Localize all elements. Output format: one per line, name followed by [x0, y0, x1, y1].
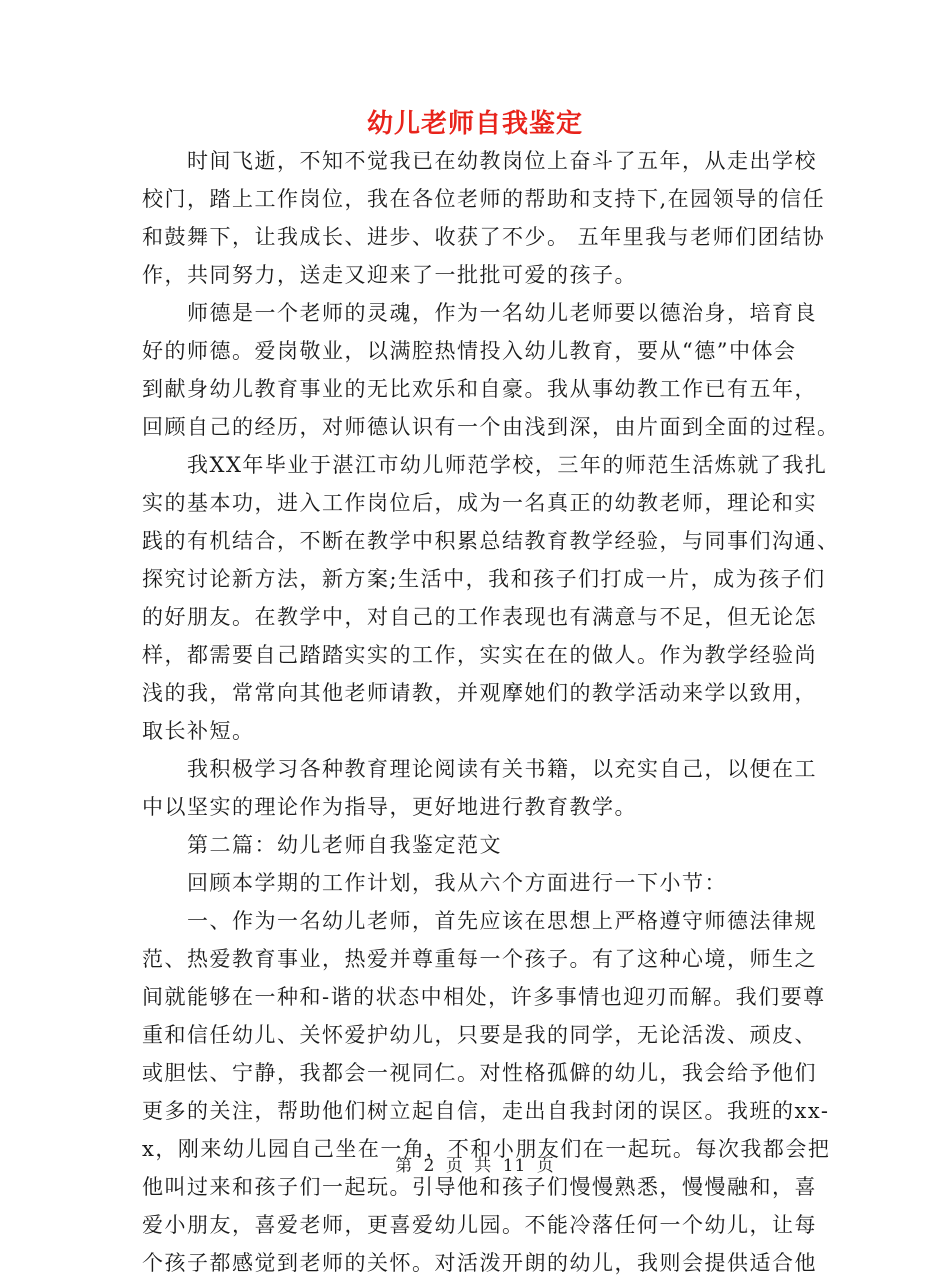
text-line: 浅的我，常常向其他老师请教，并观摩她们的教学活动来学以致用， — [142, 681, 817, 705]
text-line: 好的师德。爱岗敬业，以满腔热情投入幼儿教育，要从“德”中体会 — [142, 339, 797, 363]
text-line: 的好朋友。在教学中，对自己的工作表现也有满意与不足，但无论怎 — [142, 605, 817, 629]
text-line: 我积极学习各种教育理论阅读有关书籍，以充实自己，以便在工 — [187, 757, 817, 781]
text-line: x，刚来幼儿园自己坐在一角，不和小朋友们在一起玩。每次我都会把 — [142, 1137, 831, 1161]
text-line: 回顾自己的经历，对师德认识有一个由浅到深，由片面到全面的过程。 — [142, 415, 840, 439]
text-line: 校门，踏上工作岗位，我在各位老师的帮助和支持下,在园领导的信任 — [142, 187, 826, 211]
text-line: 间就能够在一种和-谐的状态中相处，许多事情也迎刃而解。我们要尊 — [142, 985, 826, 1009]
text-line: 实的基本功，进入工作岗位后，成为一名真正的幼教老师，理论和实 — [142, 491, 817, 515]
page-number-footer: 第 2 页 共 11 页 — [395, 1156, 555, 1176]
text-line: 样，都需要自己踏踏实实的工作，实实在在的做人。作为教学经验尚 — [142, 643, 817, 667]
text-line: 和鼓舞下，让我成长、进步、收获了不少。 五年里我与老师们团结协 — [142, 225, 826, 249]
text-line: 时间飞逝，不知不觉我已在幼教岗位上奋斗了五年，从走出学校 — [187, 149, 817, 173]
text-line: 师德是一个老师的灵魂，作为一名幼儿老师要以德治身，培育良 — [187, 301, 817, 325]
section-heading: 第二篇：幼儿老师自我鉴定范文 — [187, 833, 502, 857]
text-line: 一、作为一名幼儿老师，首先应该在思想上严格遵守师德法律规 — [187, 909, 817, 933]
text-line: 我XX年毕业于湛江市幼儿师范学校，三年的师范生活炼就了我扎 — [187, 453, 828, 477]
text-line: 重和信任幼儿、关怀爱护幼儿，只要是我的同学，无论活泼、顽皮、 — [142, 1023, 817, 1047]
text-line: 探究讨论新方法，新方案;生活中，我和孩子们打成一片，成为孩子们 — [142, 567, 826, 591]
text-line: 作，共同努力，送走又迎来了一批批可爱的孩子。 — [142, 263, 637, 287]
text-line: 爱小朋友，喜爱老师，更喜爱幼儿园。不能冷落任何一个幼儿，让每 — [142, 1213, 817, 1237]
text-line: 取长补短。 — [142, 719, 255, 743]
text-line: 个孩子都感觉到老师的关怀。对活泼开朗的幼儿，我则会提供适合他 — [142, 1251, 817, 1275]
text-line: 中以坚实的理论作为指导，更好地进行教育教学。 — [142, 795, 637, 819]
text-line: 更多的关注，帮助他们树立起自信，走出自我封闭的误区。我班的xx- — [142, 1099, 830, 1123]
text-line: 践的有机结合，不断在教学中积累总结教育教学经验，与同事们沟通、 — [142, 529, 840, 553]
text-line: 他叫过来和孩子们一起玩。引导他和孩子们慢慢熟悉，慢慢融和，喜 — [142, 1175, 817, 1199]
text-line: 或胆怯、宁静，我都会一视同仁。对性格孤僻的幼儿，我会给予他们 — [142, 1061, 817, 1085]
text-line: 范、热爱教育事业，热爱并尊重每一个孩子。有了这种心境，师生之 — [142, 947, 817, 971]
text-line: 回顾本学期的工作计划，我从六个方面进行一下小节： — [187, 871, 727, 895]
document-body — [142, 142, 840, 1282]
document-title: 幼儿老师自我鉴定 — [366, 109, 583, 139]
text-line: 到献身幼儿教育事业的无比欢乐和自豪。我从事幼教工作已有五年， — [142, 377, 817, 401]
